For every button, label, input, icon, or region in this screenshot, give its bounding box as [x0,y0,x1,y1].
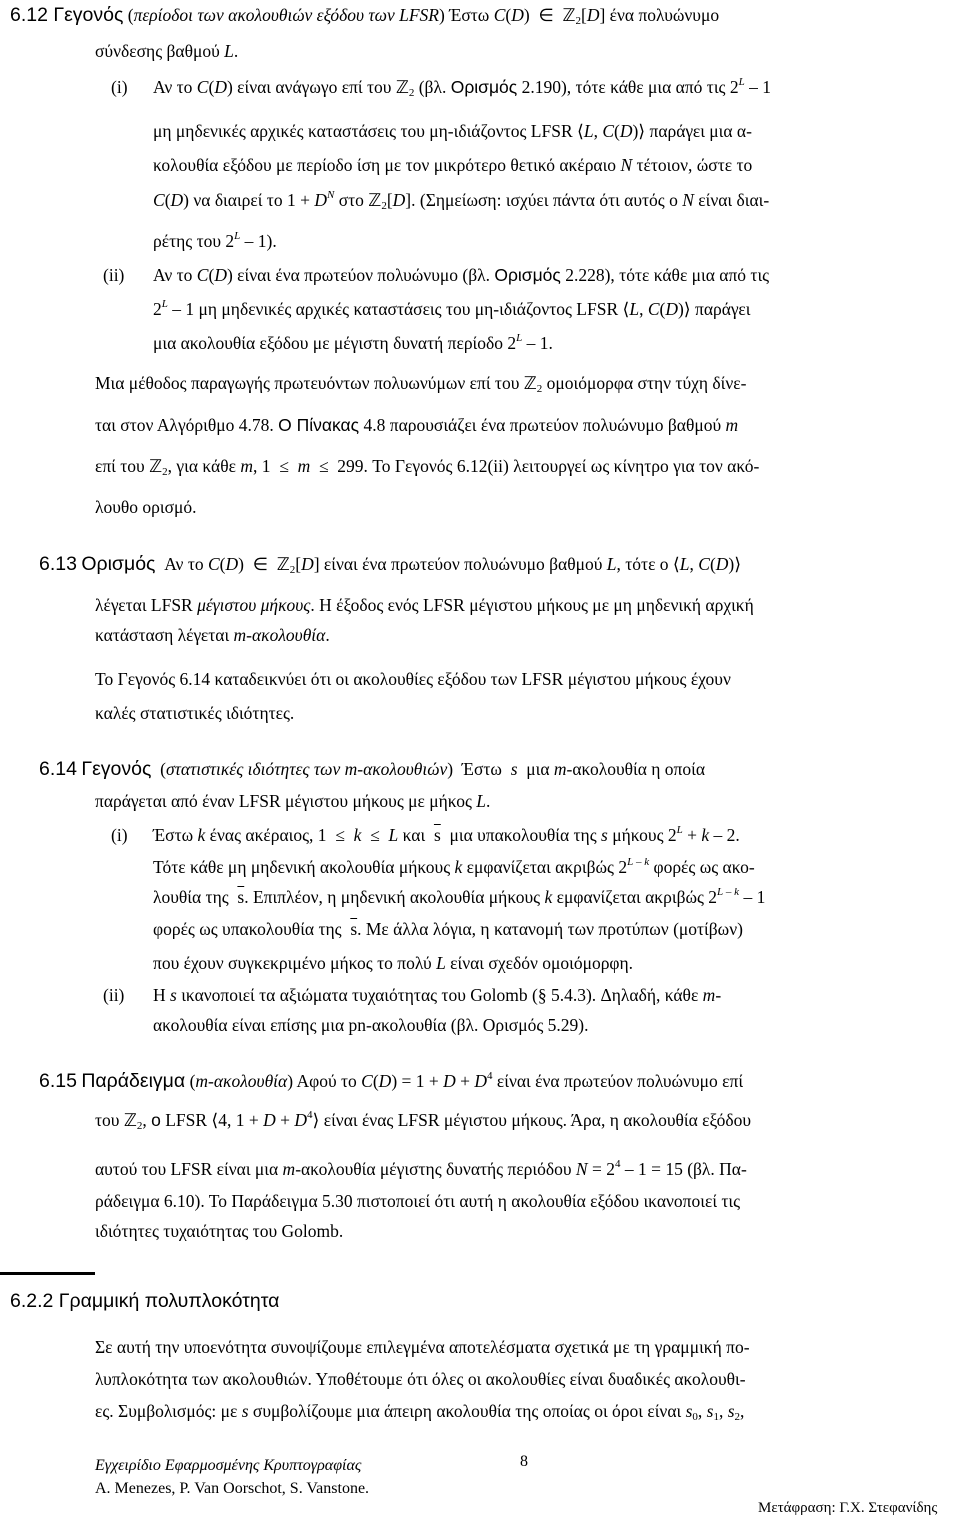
footer-authors: A. Menezes, P. Van Oorschot, S. Vanstone. [95,1480,370,1497]
item-i-label: (i) [111,77,128,97]
item-ii-label: (ii) [103,265,125,285]
section-6-2-2-heading: 6.2.2 Γραμμική πολυπλοκότητα [10,1290,280,1312]
fact-6-12-heading: 6.12 Γεγονός (περίοδοι των ακολουθιών εξόδου των LFSR) Έστω C(D) ∈ ℤ$_2$[D] ένα πολυώνυμο [10,4,720,27]
fact-6-14-heading: 6.14 Γεγονός (στατιστικές ιδιότητες των m-ακολουθιών) Έστω s μια m-ακολουθία η οποία [39,758,706,780]
footer-translation: Μετάφραση: Γ.Χ. Στεφανίδης [758,1500,938,1516]
page-number: 8 [520,1453,528,1470]
example-6-15-heading: 6.15 Παράδειγμα (m-ακολουθία) Αφού το $C(D) = 1 + D + D^4$ είναι ένα πρωτεύον πολυώνυμο επί [39,1070,744,1092]
footer-book-title: Εγχειρίδιο Εφαρμοσμένης Κρυπτογραφίας [95,1457,362,1474]
definition-6-13-heading: 6.13 Ορισμός Αν το C(D) ∈ ℤ$_2$[D] είναι ένα πρωτεύον πολυώνυμο βαθμού L, τότε ο ⟨L, C(D)⟩ [39,553,742,576]
section-rule [0,1272,95,1275]
